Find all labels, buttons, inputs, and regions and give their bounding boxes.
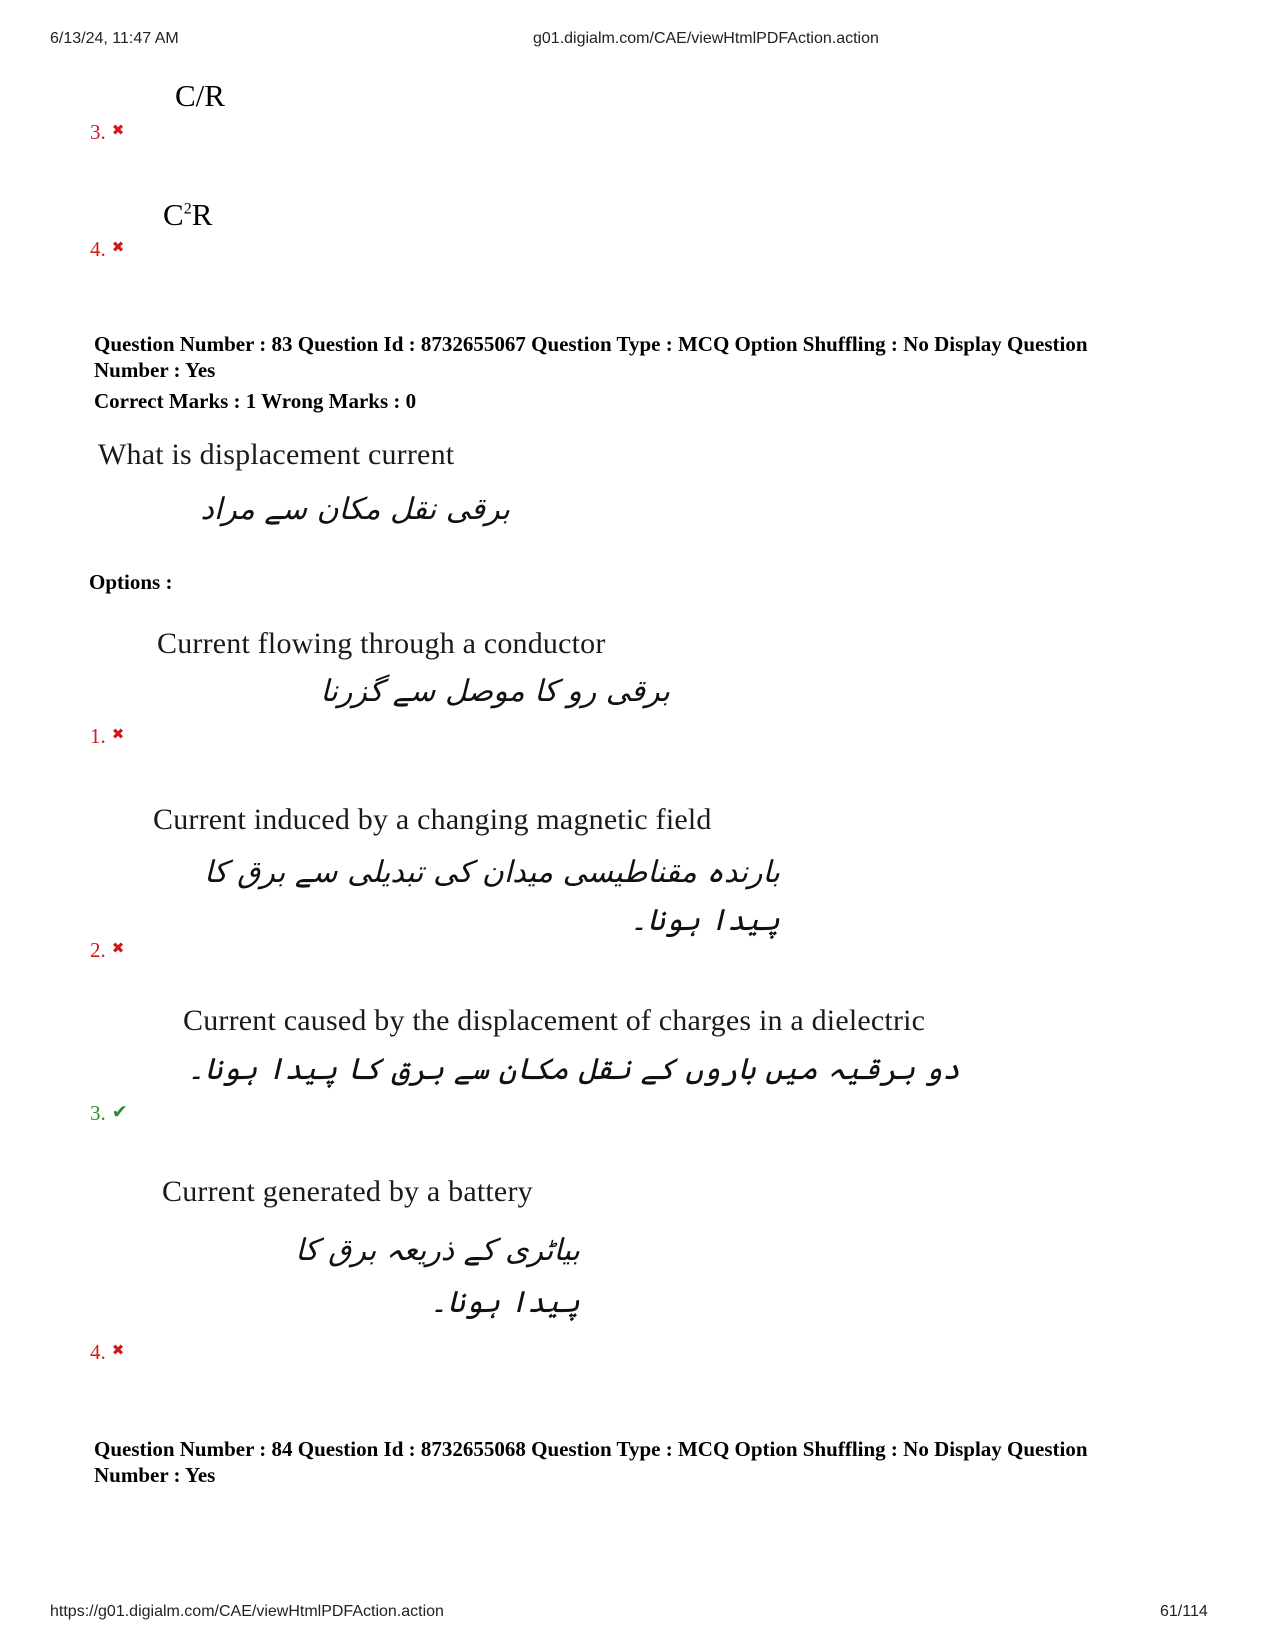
option-1-text-en: Current flowing through a conductor [157,627,606,660]
option-4-number: 4. ✖ [90,1340,125,1364]
option-2-text-ur: بارندہ مقناطیسی میدان کی تبدیلی سے برق کا [204,855,780,890]
cross-icon: ✖ [111,121,125,139]
options-label: Options : [89,570,173,594]
option-2-text-en: Current induced by a changing magnetic field [153,803,712,836]
prev-option-3-number: 3. ✖ [90,120,125,144]
question-83-meta: Question Number : 83 Question Id : 8732655067 Question Type : MCQ Option Shuffling : No Display Question Number : Yes Correct Marks : 1 Wrong Marks : 0 [94,331,1194,414]
question-83-text-en: What is displacement current [98,438,455,471]
option-4-text-ur-line2: پیدا ہونا۔ [429,1285,580,1320]
question-83-marks: Correct Marks : 1 Wrong Marks : 0 [94,389,417,413]
prev-option-4-text: $C^2R$ [163,197,213,232]
prev-option-4-number: 4. ✖ [90,237,125,261]
option-4-text-ur: بیاٹری کے ذریعہ برق کا [295,1233,580,1268]
print-datetime: 6/13/24, 11:47 AM [50,30,179,47]
page-counter: 61/114 [1160,1603,1208,1620]
check-icon: ✔ [111,1101,128,1123]
cross-icon: ✖ [111,939,125,957]
option-3-number: 3. ✔ [90,1101,128,1125]
print-url-header: g01.digialm.com/CAE/viewHtmlPDFAction.action [533,30,879,47]
cross-icon: ✖ [111,725,125,743]
question-84-meta: Question Number : 84 Question Id : 8732655068 Question Type : MCQ Option Shuffling : No Display Question Number : Yes [94,1437,1088,1487]
option-3-text-en: Current caused by the displacement of charges in a dielectric [183,1004,926,1037]
option-4-text-en: Current generated by a battery [162,1175,533,1208]
cross-icon: ✖ [111,238,125,256]
print-url-footer: https://g01.digialm.com/CAE/viewHtmlPDFAction.action [50,1603,444,1620]
question-83-text-ur: برقی نقل مکان سے مراد [200,492,510,527]
option-2-number: 2. ✖ [90,938,125,962]
option-2-text-ur-line2: پیدا ہونا۔ [629,903,780,938]
option-1-text-ur: برقی رو کا موصل سے گزرنا [320,674,670,709]
prev-option-3-text: C/R [175,78,225,113]
option-1-number: 1. ✖ [90,724,125,748]
cross-icon: ✖ [111,1341,125,1359]
option-3-text-ur: دو برقیہ میں باروں کے نقل مکان سے برق کا پیدا ہونا۔ [187,1052,960,1087]
